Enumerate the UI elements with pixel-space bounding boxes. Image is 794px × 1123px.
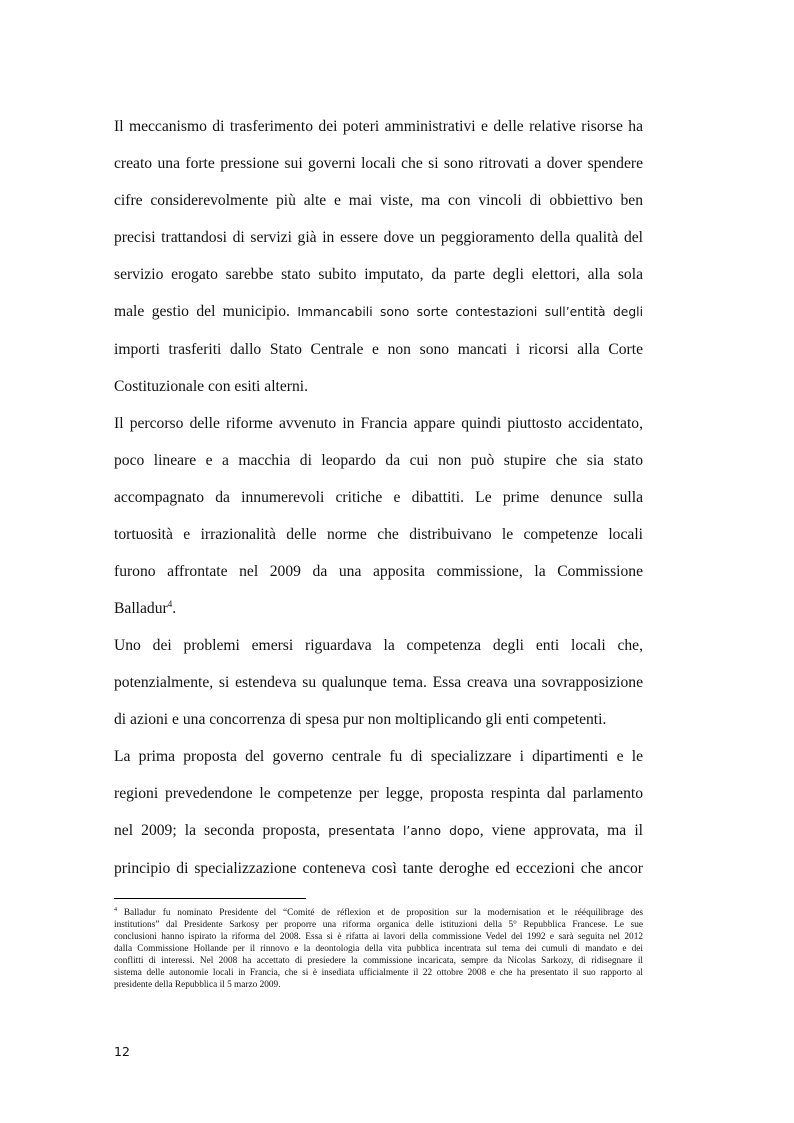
body-line: creato una forte pressione sui governi locali che si sono ritrovati a dover spendere <box>114 155 643 172</box>
footnote-line: conflitti di interessi. Nel 2008 ha accettato di presiedere la commissione incaricata, sempre da Nicolas Sarkozy, di ridisegnare il <box>114 956 643 966</box>
body-line: precisi trattandosi di servizi già in essere dove un peggioramento della qualità del <box>114 229 643 246</box>
body-line: furono affrontate nel 2009 da una apposita commissione, la Commissione <box>114 563 643 580</box>
body-line-part: nel 2009; la seconda proposta, <box>114 822 321 839</box>
footnote-line: conclusioni hanno ispirato la riforma del 2008. Essa si è rifatta ai lavori della commissione Vedel del 1992 e sarà seguita nel 2012 <box>114 932 643 942</box>
body-line <box>114 293 643 331</box>
footnote-separator <box>114 898 306 899</box>
footnote-line: dalla Commissione Hollande per il rinnovo e la deontologia della vita pubblica incentrata sul tema dei cumuli di mandato e dei <box>114 944 643 954</box>
body-line: principio di specializzazione conteneva così tante deroghe ed eccezioni che ancor <box>114 860 643 877</box>
body-line: Uno dei problemi emersi riguardava la competenza degli enti locali che, <box>114 637 643 654</box>
body-line-part: presentata l’anno dopo <box>328 824 480 838</box>
body-line <box>114 590 643 627</box>
footnote <box>114 907 643 991</box>
body-line: servizio erogato sarebbe stato subito imputato, da parte degli elettori, alla sola <box>114 266 643 283</box>
body-line: importi trasferiti dallo Stato Centrale e non sono mancati i ricorsi alla Corte <box>114 341 643 358</box>
body-line: potenzialmente, si estendeva su qualunque tema. Essa creava una sovrapposizione <box>114 674 643 691</box>
footnote-line-text: Balladur fu nominato Presidente del “Comité de réflexion et de proposition sur la modernisation et le rééquilibrage des <box>123 908 643 918</box>
body-line: di azioni e una concorrenza di spesa pur non moltiplicando gli enti competenti. <box>114 711 607 728</box>
body-line-part: . <box>172 600 177 617</box>
body-line: cifre considerevolmente più alte e mai viste, ma con vincoli di obbiettivo ben <box>114 192 643 209</box>
body-line: accompagnato da innumerevoli critiche e dibattiti. Le prime denunce sulla <box>114 489 643 506</box>
footnote-marker: 4 <box>114 906 117 913</box>
body-line: poco lineare e a macchia di leopardo da cui non può stupire che sia stato <box>114 452 643 469</box>
page-number: 12 <box>114 1044 130 1059</box>
body-line-part: male gestio del municipio. <box>114 303 290 320</box>
body-line: regioni prevedendone le competenze per legge, proposta respinta dal parlamento <box>114 785 643 802</box>
body-line: La prima proposta del governo centrale fu di specializzare i dipartimenti e le <box>114 748 643 765</box>
body-line: Costituzionale con esiti alterni. <box>114 378 309 395</box>
body-line-part: Immancabili sono sorte contestazioni sull’entità degli <box>297 305 644 319</box>
body-text <box>114 108 643 887</box>
body-line: tortuosità e irrazionalità delle norme che distribuivano le competenze locali <box>114 526 643 543</box>
footnote-line <box>114 907 643 919</box>
body-line: Il meccanismo di trasferimento dei poteri amministrativi e delle relative risorse ha <box>114 118 643 135</box>
footnote-reference[interactable]: 4 <box>167 598 173 609</box>
footnote-line: institutions” dal Presidente Sarkosy per proporre una riforma organica delle istituzioni della 5° Repubblica Francese. Le sue <box>114 920 643 930</box>
body-line-part: Balladur <box>114 600 168 617</box>
body-line: Il percorso delle riforme avvenuto in Francia appare quindi piuttosto accidentato, <box>114 415 643 432</box>
footnote-line: presidente della Repubblica il 5 marzo 2009. <box>114 980 281 990</box>
body-line-part: , viene approvata, ma il <box>479 822 644 839</box>
body-line <box>114 812 643 850</box>
footnote-line: sistema delle autonomie locali in Francia, che si è insediata ufficialmente il 22 ottobre 2008 e che ha presentato il suo rapporto al <box>114 968 643 978</box>
